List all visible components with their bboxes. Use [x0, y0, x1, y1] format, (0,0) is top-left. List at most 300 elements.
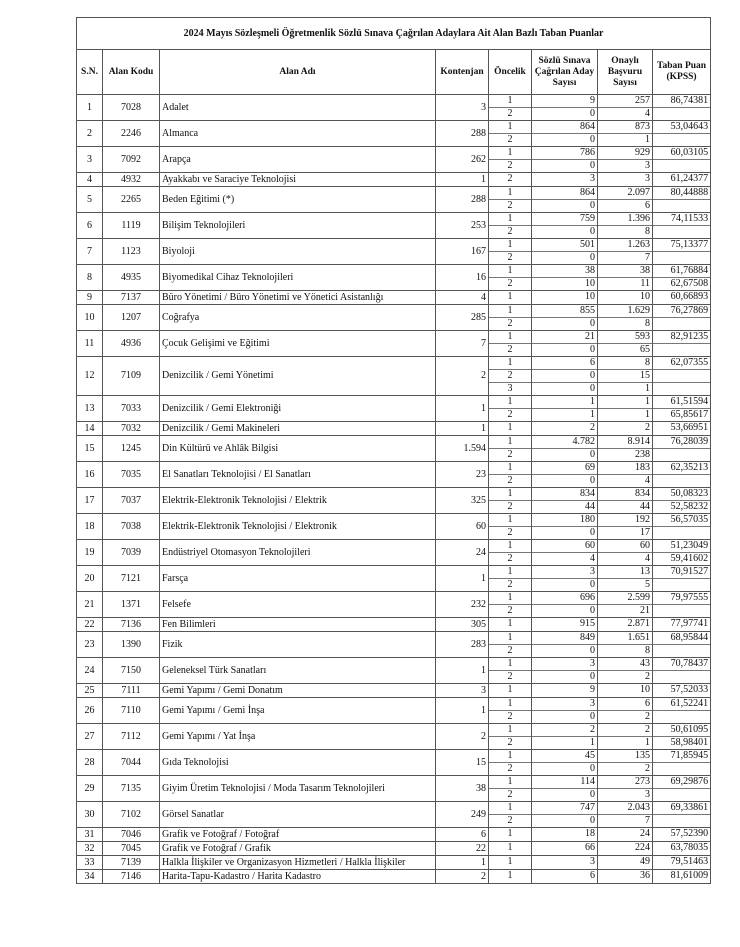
cell-called-count: 18	[585, 828, 595, 839]
cell-base-score-group	[653, 828, 711, 842]
cell-called-count-group	[532, 213, 598, 239]
cell-sn: 23	[77, 632, 103, 658]
table-row	[77, 396, 711, 422]
cell-application-count-group	[598, 239, 653, 265]
cell-called-count: 0	[532, 762, 597, 775]
cell-base-score-group	[653, 842, 711, 856]
cell-area-code: 1245	[103, 436, 160, 462]
cell-sn: 12	[77, 357, 103, 396]
cell-area-code: 7139	[103, 856, 160, 870]
cell-called-count: 10	[585, 291, 595, 302]
cell-application-count: 8	[598, 644, 652, 657]
table-row	[77, 239, 711, 265]
cell-priority-group	[489, 121, 532, 147]
cell-base-score	[653, 578, 710, 591]
cell-priority: 1	[507, 305, 513, 316]
cell-called-count-group	[532, 147, 598, 173]
cell-sn: 9	[77, 291, 103, 305]
cell-area-name: Farsça	[160, 566, 436, 592]
table-row	[77, 684, 711, 698]
cell-priority: 1	[507, 213, 513, 224]
table-row	[77, 95, 711, 121]
cell-area-name: Harita-Tapu-Kadastro / Harita Kadastro	[160, 870, 436, 884]
cell-priority-group	[489, 658, 532, 684]
results-table	[76, 17, 711, 884]
cell-called-count: 0	[532, 474, 597, 487]
cell-base-score: 81,61009	[670, 870, 709, 881]
cell-area-code: 7044	[103, 750, 160, 776]
cell-area-name: Görsel Sanatlar	[160, 802, 436, 828]
cell-base-score-group	[653, 618, 711, 632]
cell-called-count-group	[532, 698, 598, 724]
cell-area-name: Coğrafya	[160, 305, 436, 331]
cell-base-score-group	[653, 724, 711, 750]
cell-application-count: 11	[598, 277, 652, 290]
cell-application-count-group	[598, 750, 653, 776]
cell-base-score: 75,13377	[670, 239, 709, 250]
cell-priority-group	[489, 698, 532, 724]
cell-area-name: Çocuk Gelişimi ve Eğitimi	[160, 331, 436, 357]
col-header-priority: Öncelik	[489, 50, 532, 95]
cell-area-code: 7046	[103, 828, 160, 842]
table-row	[77, 540, 711, 566]
table-row	[77, 842, 711, 856]
cell-priority: 1	[507, 147, 513, 158]
cell-priority: 1	[507, 802, 513, 813]
cell-base-score	[653, 159, 710, 172]
cell-application-count-group	[598, 828, 653, 842]
cell-area-code: 7109	[103, 357, 160, 396]
cell-priority-group	[489, 750, 532, 776]
cell-quota: 1	[436, 658, 489, 684]
cell-priority: 2	[489, 814, 531, 827]
cell-application-count-group	[598, 305, 653, 331]
cell-called-count: 2	[590, 422, 595, 433]
cell-priority: 2	[489, 710, 531, 723]
cell-base-score-group	[653, 592, 711, 618]
cell-priority-group	[489, 147, 532, 173]
cell-priority: 1	[507, 291, 513, 302]
cell-base-score: 79,97555	[670, 592, 709, 603]
cell-area-name: Gemi Yapımı / Yat İnşa	[160, 724, 436, 750]
cell-priority-group	[489, 291, 532, 305]
cell-sn: 16	[77, 462, 103, 488]
table-title: 2024 Mayıs Sözleşmeli Öğretmenlik Sözlü Sınava Çağrılan Adaylara Ait Alan Bazlı Taban Puanlar	[77, 18, 711, 50]
cell-quota: 4	[436, 291, 489, 305]
table-row	[77, 462, 711, 488]
cell-sn: 5	[77, 187, 103, 213]
cell-application-count: 4	[598, 552, 652, 565]
cell-called-count: 10	[532, 277, 597, 290]
cell-called-count: 45	[585, 750, 595, 761]
cell-area-name: Denizcilik / Gemi Makineleri	[160, 422, 436, 436]
cell-area-code: 4932	[103, 173, 160, 187]
cell-called-count: 6	[590, 870, 595, 881]
table-row	[77, 658, 711, 684]
cell-sn: 10	[77, 305, 103, 331]
cell-application-count-group	[598, 436, 653, 462]
cell-called-count-group	[532, 592, 598, 618]
cell-application-count-group	[598, 291, 653, 305]
cell-sn: 19	[77, 540, 103, 566]
cell-quota: 288	[436, 121, 489, 147]
cell-application-count-group	[598, 658, 653, 684]
cell-base-score: 53,66951	[670, 422, 709, 433]
cell-base-score-group	[653, 658, 711, 684]
cell-called-count: 3	[590, 856, 595, 867]
table-row	[77, 305, 711, 331]
cell-priority-group	[489, 187, 532, 213]
cell-called-count-group	[532, 750, 598, 776]
cell-sn: 29	[77, 776, 103, 802]
cell-area-name: Endüstriyel Otomasyon Teknolojileri	[160, 540, 436, 566]
cell-priority: 1	[507, 618, 513, 629]
cell-sn: 26	[77, 698, 103, 724]
table-row	[77, 618, 711, 632]
cell-called-count-group	[532, 566, 598, 592]
cell-area-name: Felsefe	[160, 592, 436, 618]
cell-area-code: 7110	[103, 698, 160, 724]
cell-application-count-group	[598, 396, 653, 422]
cell-application-count-group	[598, 724, 653, 750]
table-row	[77, 422, 711, 436]
cell-called-count-group	[532, 842, 598, 856]
cell-application-count: 873	[635, 121, 650, 132]
cell-called-count-group	[532, 265, 598, 291]
cell-called-count-group	[532, 618, 598, 632]
cell-area-code: 7135	[103, 776, 160, 802]
cell-called-count-group	[532, 187, 598, 213]
cell-application-count: 2.043	[627, 802, 650, 813]
cell-called-count: 21	[585, 331, 595, 342]
cell-called-count: 864	[580, 121, 595, 132]
cell-base-score: 82,91235	[670, 331, 709, 342]
col-header-sn: S.N.	[77, 50, 103, 95]
cell-sn: 4	[77, 173, 103, 187]
cell-quota: 305	[436, 618, 489, 632]
cell-area-code: 7028	[103, 95, 160, 121]
cell-called-count-group	[532, 632, 598, 658]
cell-priority-group	[489, 566, 532, 592]
cell-called-count: 2	[590, 724, 595, 735]
cell-base-score	[653, 317, 710, 330]
cell-base-score	[653, 448, 710, 461]
cell-base-score: 50,61095	[670, 724, 709, 735]
cell-base-score: 65,85617	[653, 408, 710, 421]
cell-priority: 1	[507, 842, 513, 853]
cell-application-count: 6	[645, 698, 650, 709]
cell-priority-group	[489, 828, 532, 842]
cell-quota: 7	[436, 331, 489, 357]
cell-application-count: 8	[645, 357, 650, 368]
table-row	[77, 750, 711, 776]
cell-base-score	[653, 670, 710, 683]
cell-sn: 14	[77, 422, 103, 436]
cell-priority: 1	[507, 856, 513, 867]
cell-sn: 2	[77, 121, 103, 147]
table-row	[77, 173, 711, 187]
table-row	[77, 776, 711, 802]
cell-base-score	[653, 644, 710, 657]
cell-application-count-group	[598, 95, 653, 121]
cell-application-count: 2.599	[627, 592, 650, 603]
cell-base-score-group	[653, 698, 711, 724]
cell-priority: 2	[489, 199, 531, 212]
cell-quota: 1.594	[436, 436, 489, 462]
cell-base-score-group	[653, 540, 711, 566]
cell-base-score	[653, 814, 710, 827]
cell-application-count: 1.651	[627, 632, 650, 643]
cell-priority: 2	[489, 448, 531, 461]
cell-called-count: 747	[580, 802, 595, 813]
cell-called-count: 834	[580, 488, 595, 499]
cell-base-score	[653, 251, 710, 264]
cell-application-count: 65	[598, 343, 652, 356]
cell-application-count: 183	[635, 462, 650, 473]
col-header-quota: Kontenjan	[436, 50, 489, 95]
cell-called-count: 0	[532, 107, 597, 120]
cell-base-score: 58,98401	[653, 736, 710, 749]
cell-priority: 2	[489, 474, 531, 487]
cell-called-count-group	[532, 239, 598, 265]
cell-sn: 17	[77, 488, 103, 514]
cell-priority-group	[489, 265, 532, 291]
cell-application-count: 593	[635, 331, 650, 342]
table-row	[77, 357, 711, 396]
cell-base-score-group	[653, 305, 711, 331]
cell-application-count: 10	[640, 291, 650, 302]
table-row	[77, 265, 711, 291]
cell-area-name: Din Kültürü ve Ahlâk Bilgisi	[160, 436, 436, 462]
cell-area-code: 2265	[103, 187, 160, 213]
cell-priority: 2	[489, 788, 531, 801]
cell-sn: 32	[77, 842, 103, 856]
cell-priority-group	[489, 422, 532, 436]
cell-priority: 2	[489, 369, 531, 382]
cell-application-count: 3	[598, 788, 652, 801]
cell-called-count: 0	[532, 133, 597, 146]
cell-quota: 3	[436, 95, 489, 121]
table-body	[77, 95, 711, 884]
table-row	[77, 724, 711, 750]
cell-priority: 1	[507, 331, 513, 342]
cell-area-code: 7146	[103, 870, 160, 884]
cell-application-count: 273	[635, 776, 650, 787]
cell-priority: 1	[507, 684, 513, 695]
cell-application-count: 1	[598, 408, 652, 421]
cell-sn: 8	[77, 265, 103, 291]
cell-called-count-group	[532, 658, 598, 684]
cell-base-score-group	[653, 357, 711, 396]
cell-priority-group	[489, 592, 532, 618]
cell-application-count-group	[598, 357, 653, 396]
cell-application-count-group	[598, 698, 653, 724]
cell-base-score-group	[653, 632, 711, 658]
cell-application-count: 17	[598, 526, 652, 539]
cell-base-score-group	[653, 436, 711, 462]
cell-quota: 1	[436, 396, 489, 422]
cell-priority-group	[489, 396, 532, 422]
cell-base-score-group	[653, 684, 711, 698]
cell-called-count-group	[532, 305, 598, 331]
cell-priority: 2	[489, 500, 531, 513]
cell-quota: 3	[436, 684, 489, 698]
cell-priority: 1	[507, 724, 513, 735]
cell-priority: 1	[507, 592, 513, 603]
cell-application-count: 2.871	[627, 618, 650, 629]
cell-application-count-group	[598, 331, 653, 357]
cell-called-count: 0	[532, 225, 597, 238]
table-row	[77, 592, 711, 618]
cell-base-score-group	[653, 291, 711, 305]
cell-area-code: 1207	[103, 305, 160, 331]
cell-area-name: Almanca	[160, 121, 436, 147]
cell-sn: 24	[77, 658, 103, 684]
cell-called-count-group	[532, 828, 598, 842]
cell-priority-group	[489, 684, 532, 698]
cell-area-code: 4935	[103, 265, 160, 291]
cell-application-count: 2	[645, 422, 650, 433]
cell-quota: 262	[436, 147, 489, 173]
cell-base-score: 57,52033	[670, 684, 709, 695]
cell-sn: 3	[77, 147, 103, 173]
cell-base-score: 70,91527	[670, 566, 709, 577]
cell-application-count-group	[598, 121, 653, 147]
cell-area-code: 7137	[103, 291, 160, 305]
cell-area-name: Beden Eğitimi (*)	[160, 187, 436, 213]
cell-area-name: Ayakkabı ve Saraciye Teknolojisi	[160, 173, 436, 187]
cell-quota: 24	[436, 540, 489, 566]
table-row	[77, 331, 711, 357]
cell-called-count: 114	[580, 776, 595, 787]
cell-application-count-group	[598, 147, 653, 173]
cell-priority: 2	[489, 644, 531, 657]
cell-base-score	[653, 107, 710, 120]
cell-base-score	[653, 604, 710, 617]
cell-priority: 1	[507, 514, 513, 525]
cell-area-name: Gemi Yapımı / Gemi İnşa	[160, 698, 436, 724]
cell-base-score-group	[653, 173, 711, 187]
cell-priority: 2	[489, 251, 531, 264]
cell-priority: 1	[507, 776, 513, 787]
cell-quota: 1	[436, 698, 489, 724]
cell-called-count-group	[532, 802, 598, 828]
cell-base-score: 69,29876	[670, 776, 709, 787]
cell-sn: 1	[77, 95, 103, 121]
cell-base-score: 62,07355	[670, 357, 709, 368]
cell-called-count: 0	[532, 526, 597, 539]
cell-called-count-group	[532, 422, 598, 436]
cell-application-count: 1.263	[627, 239, 650, 250]
cell-application-count: 2.097	[627, 187, 650, 198]
cell-area-code: 7039	[103, 540, 160, 566]
cell-application-count-group	[598, 856, 653, 870]
cell-area-code: 7035	[103, 462, 160, 488]
table-row	[77, 436, 711, 462]
cell-called-count: 0	[532, 670, 597, 683]
cell-area-name: Denizcilik / Gemi Yönetimi	[160, 357, 436, 396]
cell-application-count-group	[598, 632, 653, 658]
cell-area-name: Elektrik-Elektronik Teknolojisi / Elektrik	[160, 488, 436, 514]
cell-area-name: Fizik	[160, 632, 436, 658]
table-row	[77, 488, 711, 514]
cell-sn: 28	[77, 750, 103, 776]
table-row	[77, 856, 711, 870]
cell-called-count-group	[532, 291, 598, 305]
cell-sn: 15	[77, 436, 103, 462]
cell-called-count-group	[532, 488, 598, 514]
cell-priority-group	[489, 357, 532, 396]
cell-base-score	[653, 225, 710, 238]
cell-base-score	[653, 382, 710, 395]
cell-application-count-group	[598, 187, 653, 213]
cell-called-count-group	[532, 396, 598, 422]
cell-application-count: 24	[640, 828, 650, 839]
col-header-called: Sözlü Sınava Çağrılan Aday Sayısı	[532, 50, 598, 95]
cell-sn: 34	[77, 870, 103, 884]
cell-application-count-group	[598, 566, 653, 592]
cell-base-score: 77,97741	[670, 618, 709, 629]
cell-priority: 1	[507, 436, 513, 447]
cell-priority: 1	[507, 870, 513, 881]
cell-sn: 18	[77, 514, 103, 540]
cell-called-count: 0	[532, 644, 597, 657]
cell-area-code: 7150	[103, 658, 160, 684]
cell-called-count-group	[532, 121, 598, 147]
cell-priority: 2	[489, 133, 531, 146]
cell-area-name: Elektrik-Elektronik Teknolojisi / Elektronik	[160, 514, 436, 540]
cell-priority: 1	[507, 462, 513, 473]
cell-base-score: 53,04643	[670, 121, 709, 132]
cell-called-count: 786	[580, 147, 595, 158]
cell-base-score	[653, 199, 710, 212]
cell-called-count: 4	[532, 552, 597, 565]
cell-priority: 1	[507, 121, 513, 132]
cell-called-count-group	[532, 173, 598, 187]
cell-priority: 2	[489, 670, 531, 683]
cell-sn: 21	[77, 592, 103, 618]
cell-base-score	[653, 526, 710, 539]
cell-base-score: 76,28039	[670, 436, 709, 447]
cell-application-count: 1	[598, 382, 652, 395]
cell-application-count-group	[598, 173, 653, 187]
cell-area-name: Giyim Üretim Teknolojisi / Moda Tasarım Teknolojileri	[160, 776, 436, 802]
cell-priority-group	[489, 173, 532, 187]
cell-priority: 2	[489, 762, 531, 775]
cell-application-count: 38	[640, 265, 650, 276]
cell-quota: 1	[436, 422, 489, 436]
cell-base-score-group	[653, 213, 711, 239]
cell-application-count: 8	[598, 225, 652, 238]
cell-priority: 3	[489, 382, 531, 395]
cell-base-score	[653, 343, 710, 356]
cell-called-count: 4.782	[572, 436, 595, 447]
cell-priority: 2	[489, 159, 531, 172]
cell-base-score	[653, 133, 710, 146]
cell-called-count: 864	[580, 187, 595, 198]
cell-base-score-group	[653, 462, 711, 488]
table-row	[77, 802, 711, 828]
cell-base-score	[653, 369, 710, 382]
cell-base-score: 61,24377	[670, 173, 709, 184]
cell-application-count: 929	[635, 147, 650, 158]
cell-priority: 2	[489, 317, 531, 330]
cell-area-code: 7136	[103, 618, 160, 632]
cell-called-count: 855	[580, 305, 595, 316]
cell-application-count-group	[598, 870, 653, 884]
col-header-base-score: Taban Puan (KPSS)	[653, 50, 711, 95]
cell-called-count-group	[532, 95, 598, 121]
